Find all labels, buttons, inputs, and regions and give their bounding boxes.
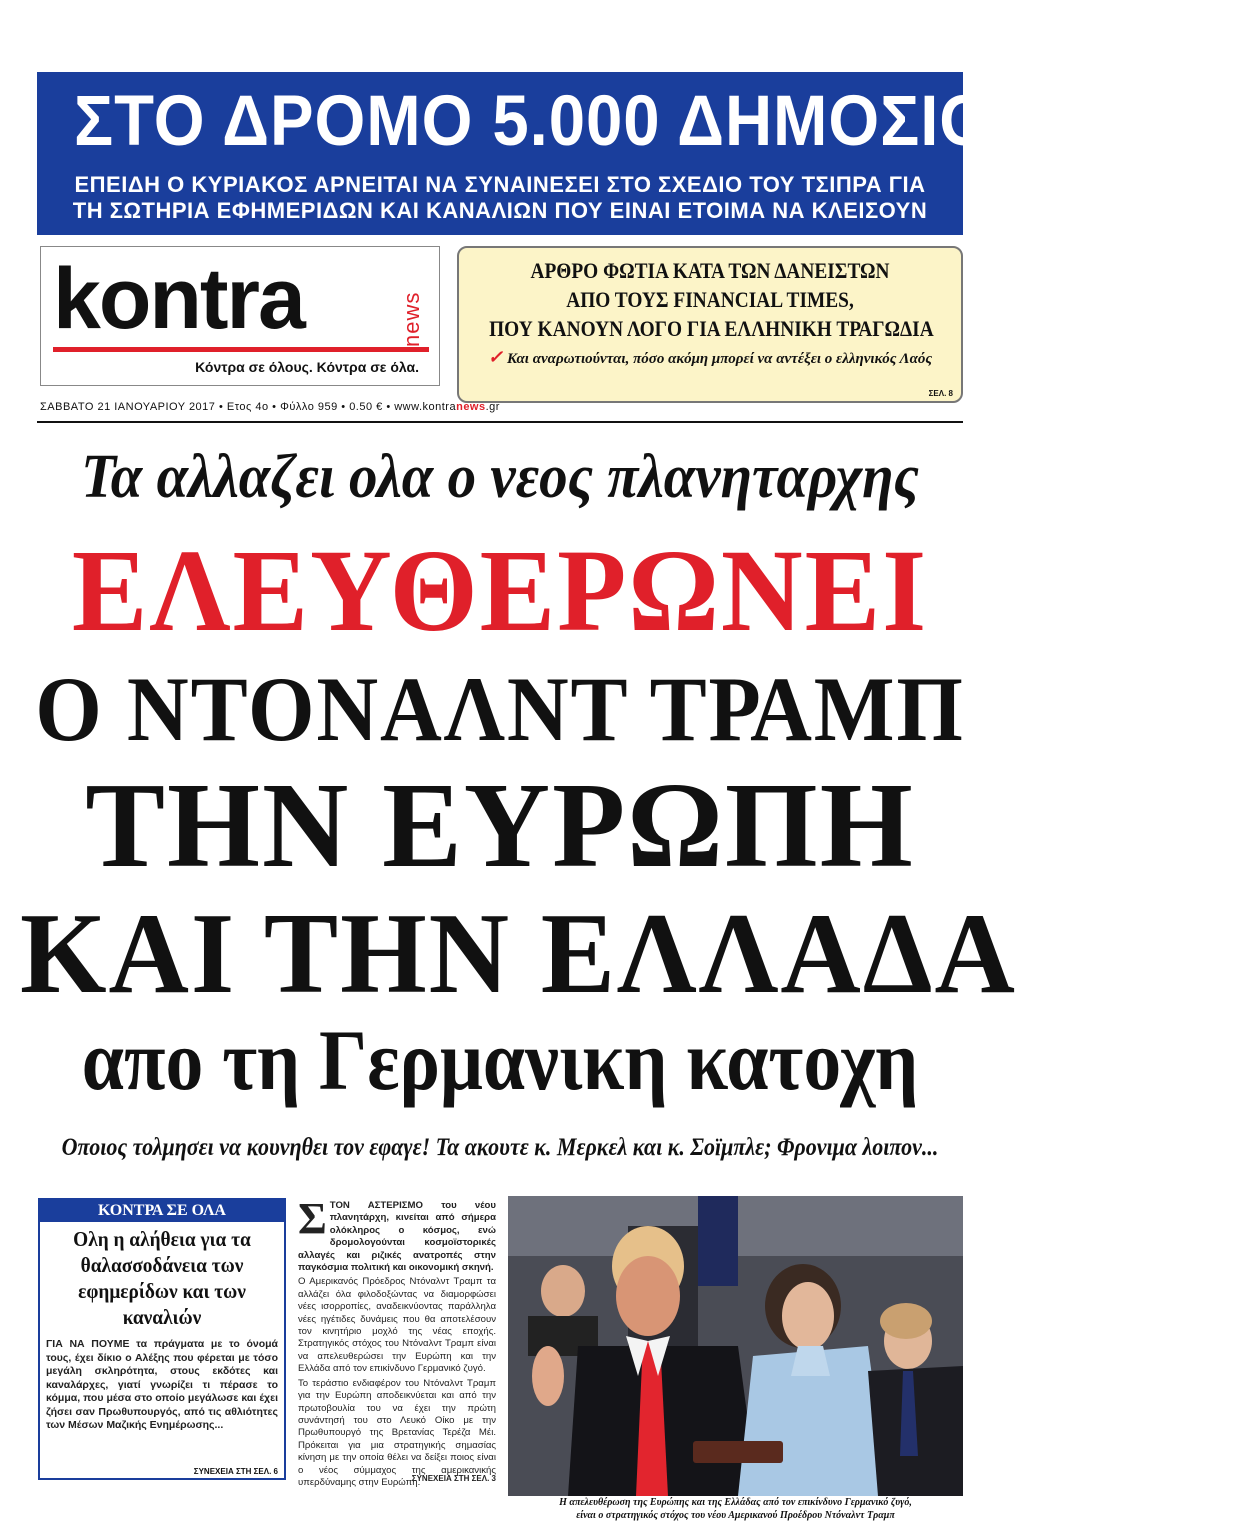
article-paragraph-2: Το τεράστιο ενδιαφέρον του Ντόναλντ Τραμπ για την Ευρώπη αποδεικνύεται και από την πρωτοβουλία του να έχει την πρώτη συνάντησή του στο Λευκό Οίκο με την Πρωθυπουργό της Βρετανίας Τερέζα Μέι. Πρόκειται για μια στρατηγικής σημασίας κίνηση με την οποία θέλει να δείξει ποιος είναι ο νέος σύμμαχος της αμερικανικής υπερδύναμης στην Ευρώπη.	[298, 1377, 496, 1488]
dateline-url-highlight: news	[456, 401, 486, 413]
article-continued: ΣΥΝΕΧΕΙΑ ΣΤΗ ΣΕΛ. 3	[411, 1473, 496, 1483]
headline-red: ΕΛΕΥΘΕΡΩΝΕΙ	[71, 525, 929, 656]
sidebox-continued: ΣΥΝΕΧΕΙΑ ΣΤΗ ΣΕΛ. 6	[193, 1467, 278, 1476]
article-paragraph-1: Ο Αμερικανός Πρόεδρος Ντόναλντ Τραμπ τα αλλάζει όλα φιλοδοξώντας να διαμορφώσει νέες ισορροπίες, αναδεικνύοντας παράλληλα νέες ηγέτιδες δυνάμεις που θα αποτελέσουν τον κινητήριο μοχλό της νέας εποχής. Στρατηγικός στόχος του Ντόναλντ Τραμπ είναι να απελευθερώσει την Ευρώπη και την Ελλάδα από τον επικίνδυνο Γερμανικό ζυγό.	[298, 1276, 496, 1375]
headline-subkicker: Οποιος τολμησει να κουνηθει τον εφαγε! Τα ακουτε κ. Μερκελ και κ. Σοϊμπλε; Φρονιμα λοιπον...	[61, 1134, 939, 1161]
headline-line1: Ο ΝΤΟΝΑΛΝΤ ΤΡΑΜΠ	[35, 658, 965, 760]
article-lead: ΤΟΝ ΑΣΤΕΡΙΣΜΟ του νέου πλανητάρχη, κινείται από σήμερα ολόκληρος ο κόσμος, ενώ δρομολογούνται κοσμοϊστορικές αλλαγές και ριζικές ανατροπές στην παγκόσμια πολιτική και οικονομική σκηνή.	[298, 1200, 496, 1274]
sidebox-title: Ολη η αλήθεια για τα θαλασσοδάνεια των εφημερίδων και των καναλιών	[73, 1227, 251, 1329]
teaser-line2: ΑΠΟ ΤΟΥΣ FINANCIAL TIMES,	[566, 287, 854, 312]
logo-news-suffix: news	[399, 291, 424, 347]
banner-subtitle-line1: ΕΠΕΙΔΗ Ο ΚΥΡΙΑΚΟΣ ΑΡΝΕΙΤΑΙ ΝΑ ΣΥΝΑΙΝΕΣΕΙ ΣΤΟ ΣΧΕΔΙΟ ΤΟΥ ΤΣΙΠΡΑ ΓΙΑ	[74, 172, 926, 197]
teaser-note	[459, 347, 961, 368]
lead-article	[298, 1194, 496, 1488]
inauguration-photo	[508, 1196, 963, 1496]
banner-subtitle-line2: ΤΗ ΣΩΤΗΡΙΑ ΕΦΗΜΕΡΙΔΩΝ ΚΑΙ ΚΑΝΑΛΙΩΝ ΠΟΥ ΕΙΝΑΙ ΕΤΟΙΜΑ ΝΑ ΚΛΕΙΣΟΥΝ	[72, 198, 928, 223]
dateline-text: ΣΑΒΒΑΤΟ 21 ΙΑΝΟΥΑΡΙΟΥ 2017 • Ετος 4ο • Φύλλο 959 • 0.50 € • www.kontra	[40, 401, 457, 413]
sidebox-header: ΚΟΝΤΡΑ ΣΕ ΟΛΑ	[40, 1200, 284, 1222]
teaser-line3: ΠΟΥ ΚΑΝΟΥΝ ΛΟΓΟ ΓΙΑ ΕΛΛΗΝΙΚΗ ΤΡΑΓΩΔΙΑ	[489, 316, 934, 341]
teaser-box	[457, 246, 963, 403]
top-banner	[37, 72, 1243, 235]
headline-line3: ΚΑΙ ΤΗΝ ΕΛΛΑΔΑ	[20, 890, 1017, 1018]
sidebox-text: ΓΙΑ ΝΑ ΠΟΥΜΕ τα πράγματα με το όνομά τους, έχει δίκιο ο Αλέξης που φέρεται με τόσο μεγάλη σκληρότητα, στους εκδότες και καναλάρχες, γιατί γνωρίζει τι πέρασε το κόμμα, που μέσα στο οποίο μεγάλωσε και έχει ζήσει σαν Πρωθυπουργός, από τις αθλιότητες των Μέσων Μαζικής Ενημέρωσης...	[46, 1338, 278, 1431]
inauguration-photo-illustration	[508, 1196, 963, 1496]
teaser-page-ref: ΣΕΛ. 8	[928, 389, 953, 398]
dateline	[40, 401, 500, 413]
dateline-url-end: .gr	[485, 401, 500, 413]
headline-line2: ΤΗΝ ΕΥΡΩΠΗ	[85, 758, 915, 893]
photo-caption-line1: Η απελευθέρωση της Ευρώπης και της Ελλάδας από τον επικίνδυνο Γερμανικό ζυγό,	[559, 1497, 912, 1508]
kontra-logo: kontra	[53, 251, 304, 347]
teaser-note-text: Και αναρωτιούνται, πόσο ακόμη μπορεί να αντέξει ο ελληνικός Λαός	[506, 351, 933, 367]
checkmark-icon: ✓	[487, 347, 503, 367]
logo-underline	[53, 347, 429, 352]
banner-title: ΣΤΟ ΔΡΟΜΟ 5.000 ΔΗΜΟΣΙΟΓΡΑΦΟΙ	[74, 82, 1243, 161]
masthead-tagline: Κόντρα σε όλους. Κόντρα σε όλα.	[195, 359, 419, 375]
header-rule	[37, 421, 963, 423]
sidebar-column-box	[38, 1198, 286, 1480]
photo-caption	[508, 1496, 963, 1522]
masthead	[40, 246, 440, 386]
headline-kicker: Τα αλλαζει ολα ο νεος πλανηταρχης	[81, 443, 919, 511]
photo-caption-line2: είναι ο στρατηγικός στόχος του νέου Αμερικανού Προέδρου Ντόναλντ Τραμπ	[576, 1510, 895, 1521]
teaser-line1: ΑΡΘΡΟ ΦΩΤΙΑ ΚΑΤΑ ΤΩΝ ΔΑΝΕΙΣΤΩΝ	[530, 258, 890, 283]
article-dropcap: Σ	[298, 1194, 327, 1243]
headline-line4: απο τη Γερμανικη κατοχη	[81, 1012, 919, 1108]
